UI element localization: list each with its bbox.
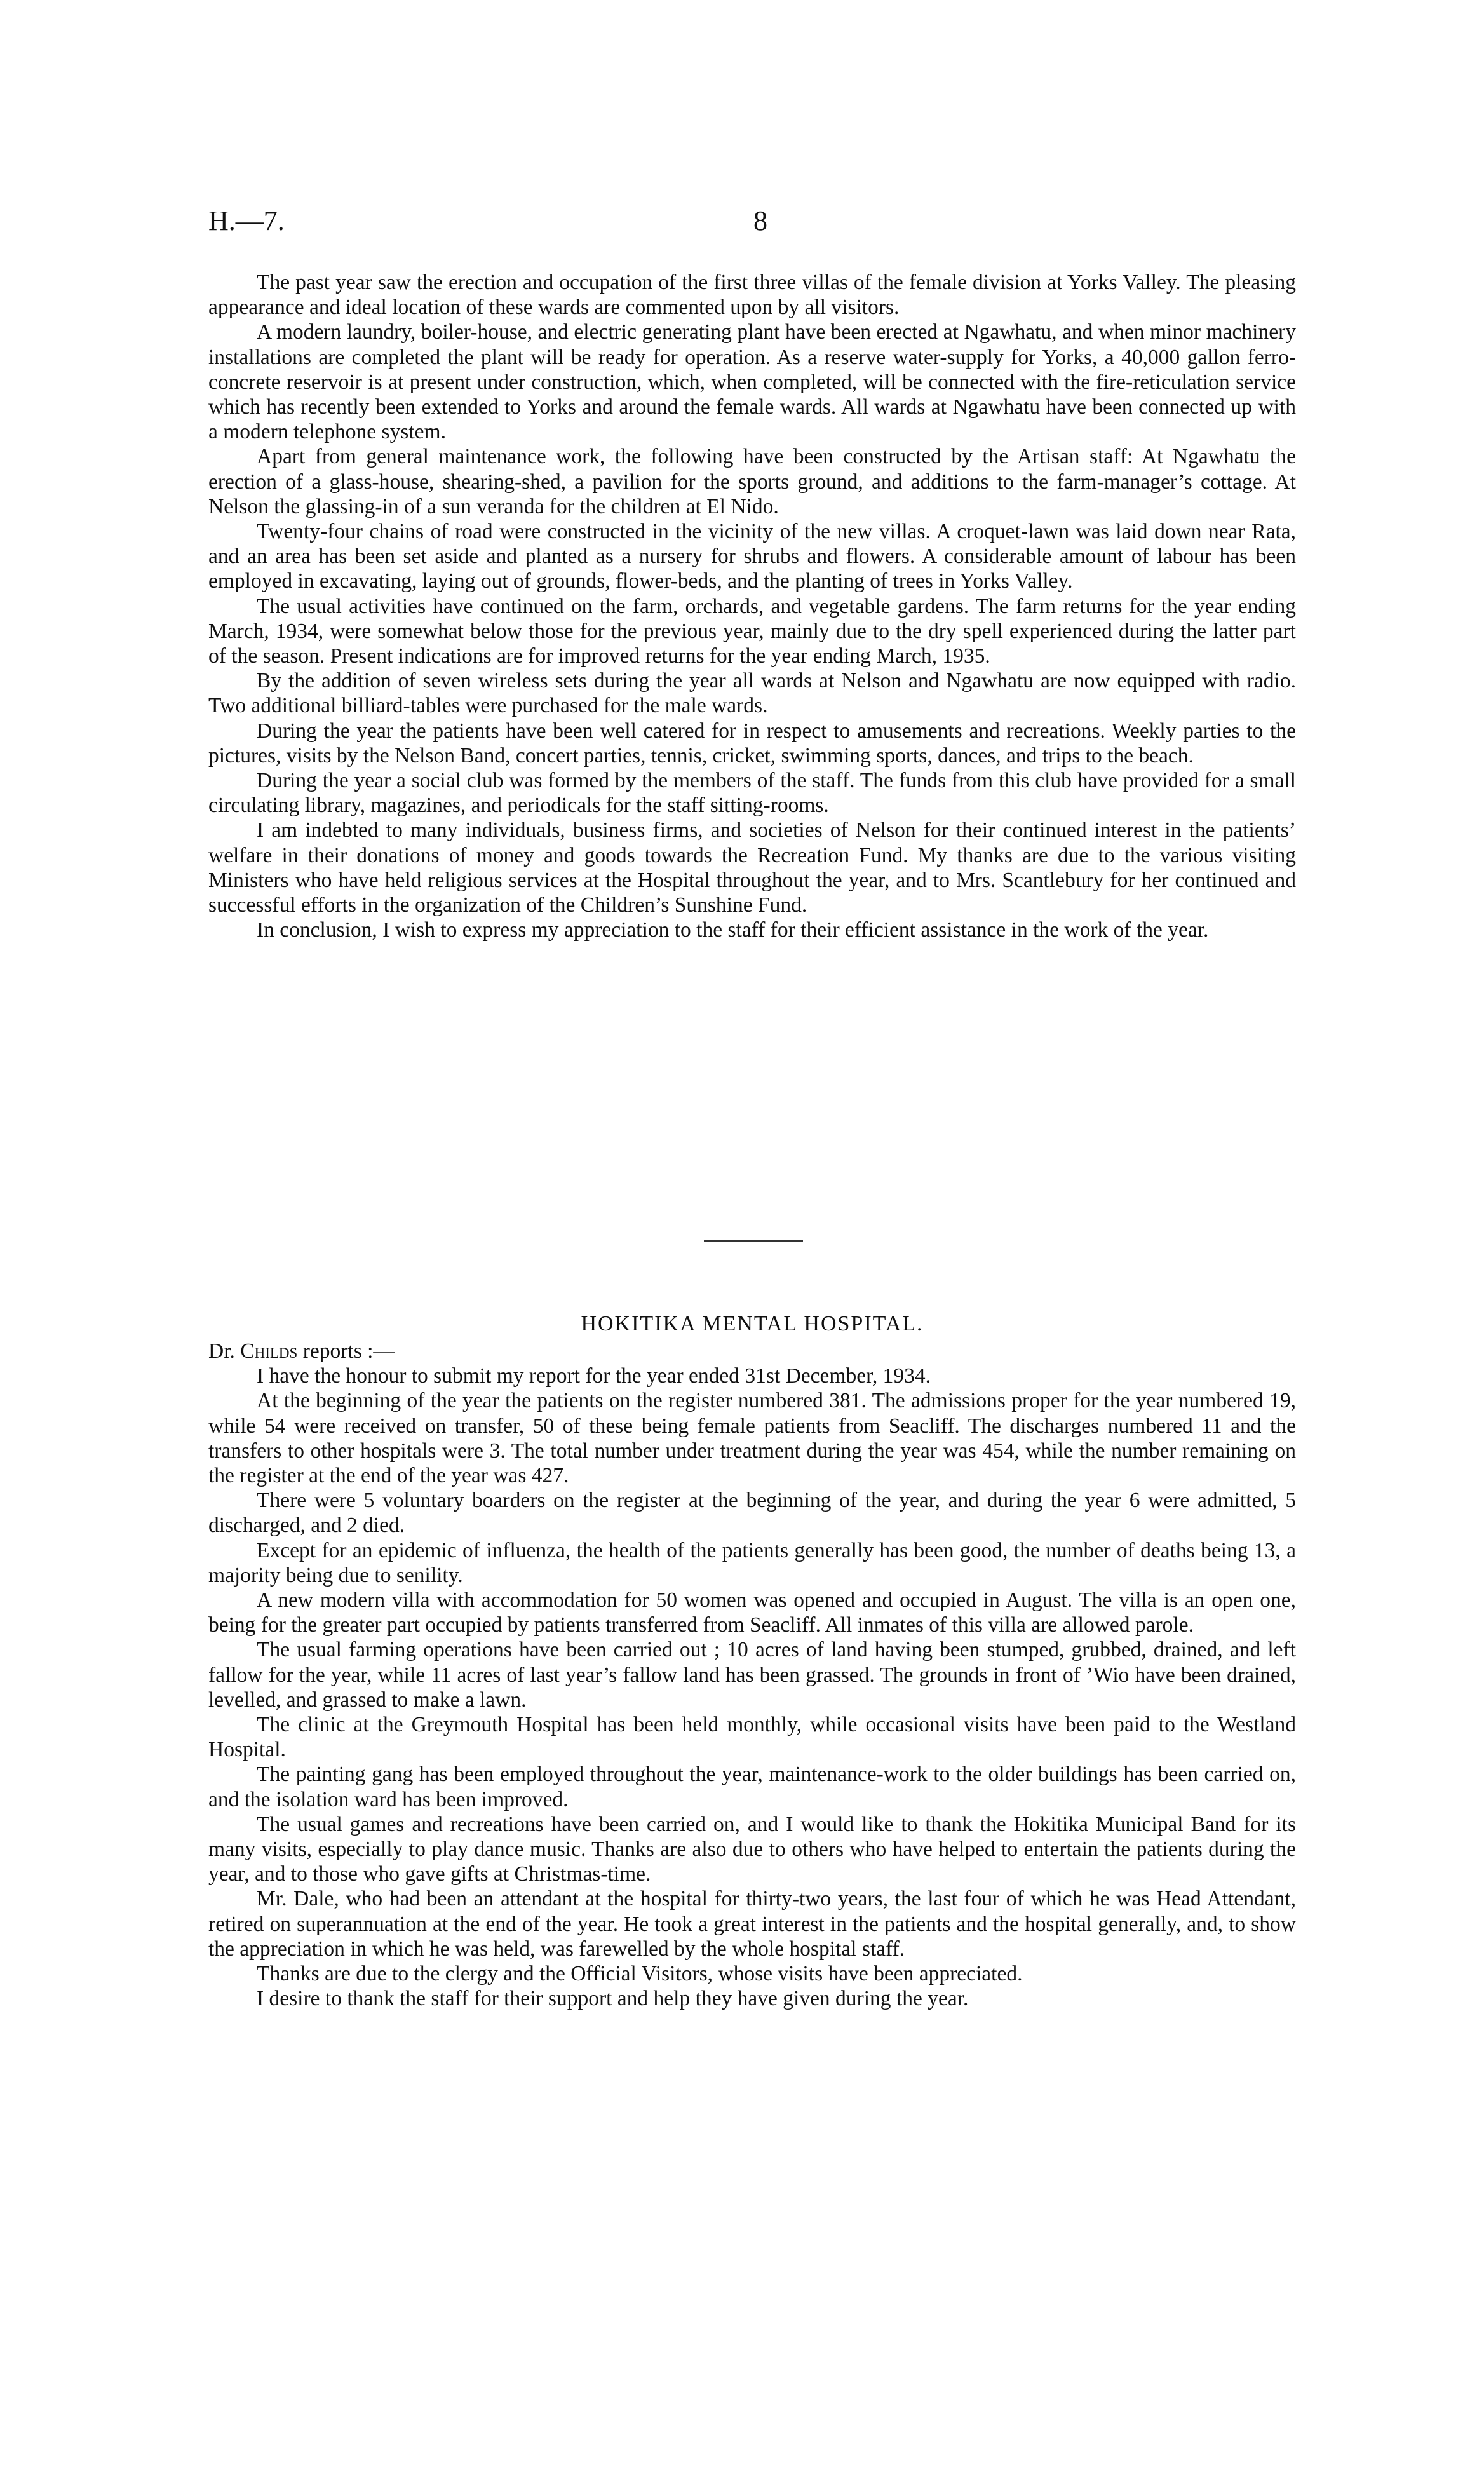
section-divider [704, 1240, 803, 1242]
paragraph: Thanks are due to the clergy and the Official Visitors, whose visits have been appreciated. [257, 1962, 1023, 1986]
section-title: HOKITIKA MENTAL HOSPITAL. [581, 1312, 924, 1336]
nelson-report-section [208, 270, 1296, 942]
paragraph: I am indebted to many individuals, business firms, and societies of Nelson for their continued interest in the patients’ welfare in their donations of money and goods towards the Recreation Fund. My thanks are due to the various visiting Ministers who have held religious services at the Hospital throughout the year, and to Mrs. Scantlebury for her continued and successful efforts in the organization of the Children’s Sunshine Fund. [208, 818, 1296, 917]
paragraph: I have the honour to submit my report for the year ended 31st December, 1934. [257, 1364, 931, 1388]
paragraph: By the addition of seven wireless sets during the year all wards at Nelson and Ngawhatu are now equipped with radio. Two additional billiard-tables were purchased for the male wards. [208, 669, 1296, 718]
hokitika-report-section [208, 1339, 1296, 2011]
paragraph: During the year the patients have been well catered for in respect to amusements and recreations. Weekly parties to the pictures, visits by the Nelson Band, concert parties, tennis, cricket, swimming sports, dances, and trips to the beach. [208, 719, 1296, 768]
paragraph: There were 5 voluntary boarders on the register at the beginning of the year, and during the year 6 were admitted, 5 discharged, and 2 died. [208, 1489, 1296, 1538]
reporter-suffix: reports :— [297, 1339, 395, 1363]
paragraph: The usual farming operations have been carried out ; 10 acres of land having been stumped, grubbed, drained, and left fallow for the year, while 11 acres of last year’s fallow land has been grassed. The grounds in front of ’Wio have been drained, levelled, and grassed to make a lawn. [208, 1638, 1296, 1712]
paragraph: During the year a social club was formed by the members of the staff. The funds from this club have provided for a small circulating library, magazines, and periodicals for the staff sitting-rooms. [208, 769, 1296, 818]
paragraph: A modern laundry, boiler-house, and electric generating plant have been erected at Ngawhatu, and when minor machinery installations are completed the plant will be ready for operation. As a reserve water-supply for Yorks, a 40,000 gallon ferro-concrete reservoir is at present under construction, which, when completed, will be connected with the fire-reticulation service which has recently been extended to Yorks and around the female wards. All wards at Ngawhatu have been connected up with a modern telephone system. [208, 320, 1296, 444]
paragraph: Apart from general maintenance work, the following have been constructed by the Artisan staff: At Ngawhatu the erection of a glass-house, shearing-shed, a pavilion for the sports ground, and additions to the farm-manager’s cottage. At Nelson the glassing-in of a sun veranda for the children at El Nido. [208, 445, 1296, 518]
reporter-name: Childs [240, 1339, 298, 1363]
paragraph: Except for an epidemic of influenza, the health of the patients generally has been good, the number of deaths being 13, a majority being due to senility. [208, 1538, 1296, 1587]
paragraph: Twenty-four chains of road were constructed in the vicinity of the new villas. A croquet-lawn was laid down near Rata, and an area has been set aside and planted as a nursery for shrubs and flowers. A considerable amount of labour has been employed in excavating, laying out of grounds, flower-beds, and the planting of trees in Yorks Valley. [208, 520, 1296, 593]
paragraph: In conclusion, I wish to express my appreciation to the staff for their efficient assistance in the work of the year. [257, 918, 1209, 942]
paragraph: I desire to thank the staff for their support and help they have given during the year. [257, 1987, 969, 2011]
paragraph: At the beginning of the year the patients on the register numbered 381. The admissions proper for the year numbered 19, while 54 were received on transfer, 50 of these being female patients from Seacliff. The discharges numbered 11 and the transfers to other hospitals were 3. The total number under treatment during the year was 454, while the number remaining on the register at the end of the year was 427. [208, 1389, 1296, 1488]
paragraph: The clinic at the Greymouth Hospital has been held monthly, while occasional visits have been paid to the Westland Hospital. [208, 1713, 1296, 1762]
reporter-line [208, 1339, 1296, 1363]
paragraph: The usual activities have continued on the farm, orchards, and vegetable gardens. The farm returns for the year ending March, 1934, were somewhat below those for the previous year, mainly due to the dry spell experienced during the latter part of the season. Present indications are for improved returns for the year ending March, 1935. [208, 594, 1296, 668]
page-header [208, 205, 1288, 243]
paragraph: Mr. Dale, who had been an attendant at the hospital for thirty-two years, the last four of which he was Head Attendant, retired on superannuation at the end of the year. He took a great interest in the patients and the hospital generally, and, to show the appreciation in which he was held, was farewelled by the whole hospital staff. [208, 1887, 1296, 1961]
paragraph: A new modern villa with accommodation for 50 women was opened and occupied in August. The villa is an open one, being for the greater part occupied by patients transferred from Seacliff. All inmates of this villa are allowed parole. [208, 1588, 1296, 1637]
document-reference: H.—7. [208, 205, 285, 236]
paragraph: The usual games and recreations have been carried on, and I would like to thank the Hokitika Municipal Band for its many visits, especially to play dance music. Thanks are also due to others who have helped to entertain the patients during the year, and to those who gave gifts at Christmas-time. [208, 1812, 1296, 1886]
paragraph: The painting gang has been employed throughout the year, maintenance-work to the older buildings has been carried on, and the isolation ward has been improved. [208, 1763, 1296, 1811]
paragraph: The past year saw the erection and occupation of the first three villas of the female division at Yorks Valley. The pleasing appearance and ideal location of these wards are commented upon by all visitors. [208, 271, 1296, 320]
page-number: 8 [753, 205, 767, 236]
reporter-prefix: Dr. [208, 1339, 241, 1363]
